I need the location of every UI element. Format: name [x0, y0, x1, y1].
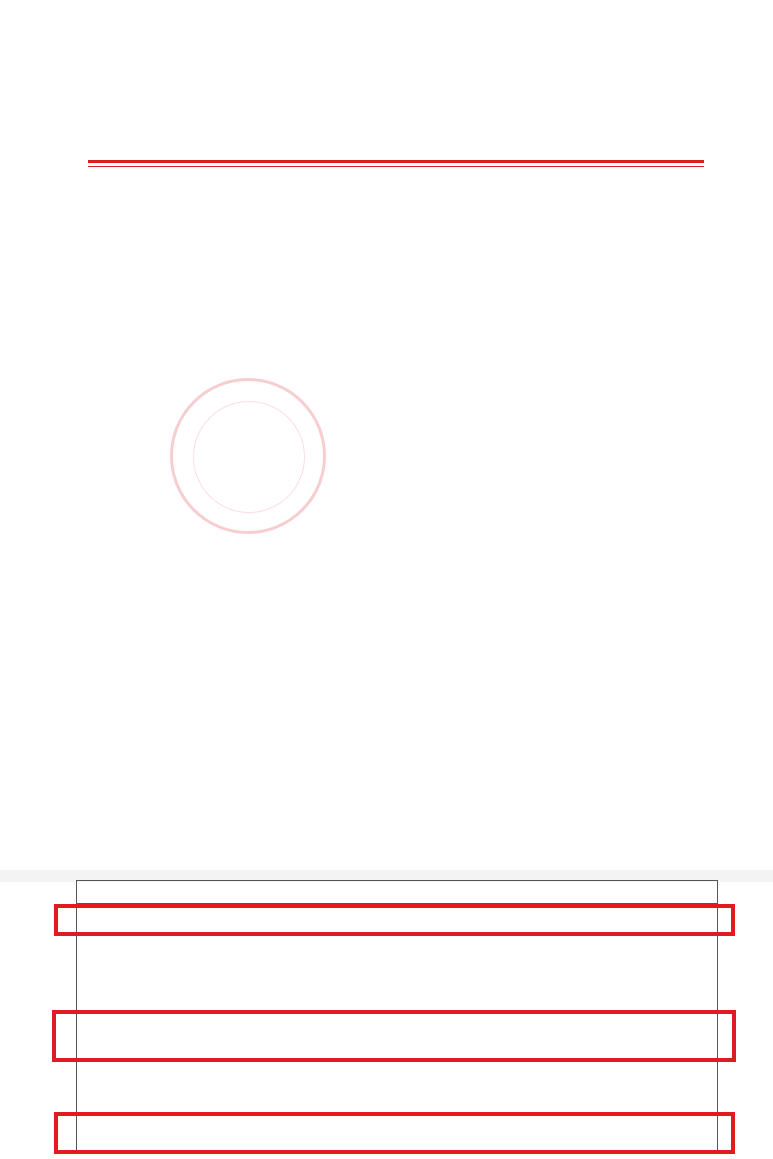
official-seal	[170, 378, 326, 534]
highlight-box-row-1	[54, 904, 735, 936]
highlight-box-row-10	[52, 1010, 736, 1062]
letterhead-divider	[88, 160, 704, 163]
highlight-box-row-11	[54, 1112, 735, 1154]
letterhead-divider-thin	[88, 166, 704, 167]
official-seal-inner-ring	[193, 401, 305, 513]
table-section-header	[77, 881, 717, 904]
